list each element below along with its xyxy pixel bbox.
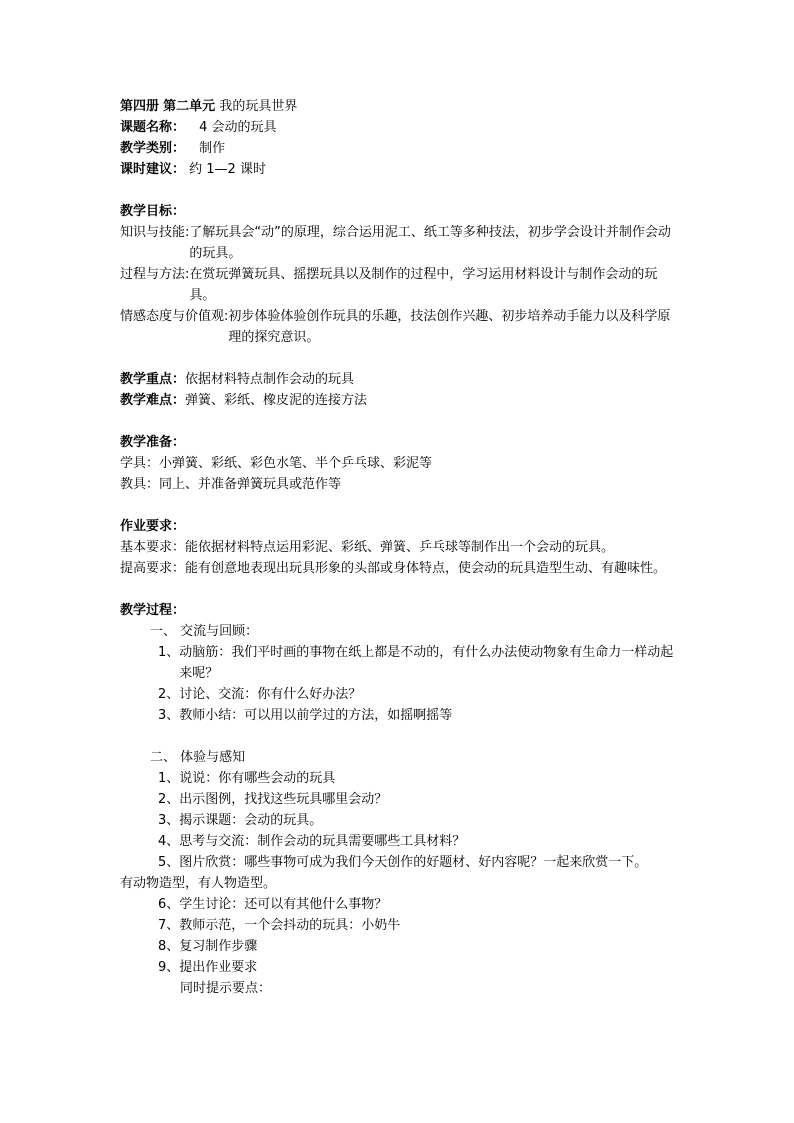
header-title-line [120, 96, 680, 117]
list-item: 9、提出作业要求 [158, 960, 258, 975]
homework-advanced-label: 提高要求： [120, 561, 186, 576]
key-point-text: 依据材料特点制作会动的玩具 [185, 372, 355, 387]
goal-label: 知识与技能: [120, 225, 190, 240]
homework-basic [120, 537, 680, 558]
goals-heading: 教学目标： [120, 204, 186, 219]
list-item: 4、思考与交流：制作会动的玩具需要哪些工具材料？ [158, 834, 466, 849]
item-number: 2、 [158, 687, 180, 702]
teacher-tools-text: 同上、并准备弹簧玩具或范作等 [159, 477, 342, 492]
key-point-label: 教学重点： [120, 372, 186, 387]
item-text: 动脑筋：我们平时画的事物在纸上都是不动的，有什么办法使动物象有生命力一样动起来呢？ [179, 645, 674, 681]
lesson-name-line [120, 117, 680, 138]
section2-title: 二、 体验与感知 [150, 750, 246, 765]
goal-label: 过程与方法: [120, 267, 190, 282]
volume-label: 第四册 [120, 99, 160, 114]
item-text: 讨论、交流：你有什么好办法？ [179, 687, 362, 702]
teacher-tools-label: 教具： [120, 477, 160, 492]
key-point-line [120, 369, 680, 390]
goal-item [120, 306, 680, 348]
goal-text: 初步体验体验创作玩具的乐趣，技法创作兴趣、初步培养动手能力以及科学原理的探究意识。 [228, 309, 671, 345]
unit-title: 我的玩具世界 [219, 99, 298, 114]
teacher-tools-line [120, 474, 680, 495]
list-item-continuation: 有动物造型，有人物造型。 [120, 876, 277, 891]
goal-item [120, 222, 680, 264]
homework-advanced [120, 558, 680, 579]
list-item-note: 同时提示要点： [180, 981, 272, 996]
list-item [120, 705, 680, 726]
lesson-hours-line [120, 159, 680, 180]
student-tools-text: 小弹簧、彩纸、彩色水笔、半个乒乓球、彩泥等 [159, 456, 433, 471]
student-tools-label: 学具： [120, 456, 160, 471]
difficult-point-text: 弹簧、彩纸、橡皮泥的连接方法 [185, 393, 368, 408]
list-item: 5、图片欣赏：哪些事物可成为我们今天创作的好题材、好内容呢？一起来欣赏一下。 [158, 855, 648, 870]
list-item: 1、说说：你有哪些会动的玩具 [158, 771, 336, 786]
section1-title: 一、 交流与回顾： [150, 624, 259, 639]
lesson-hours-label: 课时建议： [120, 162, 186, 177]
homework-advanced-text: 能有创意地表现出玩具形象的头部或身体特点，使会动的玩具造型生动、有趣味性。 [185, 561, 667, 576]
process-heading: 教学过程： [120, 603, 186, 618]
item-text: 教师小结：可以用以前学过的方法，如摇啊摇等 [179, 708, 453, 723]
goal-label: 情感态度与价值观: [120, 309, 229, 324]
unit-label: 第二单元 [163, 99, 216, 114]
homework-heading: 作业要求： [120, 519, 186, 534]
lesson-type-value: 制作 [199, 141, 226, 156]
list-item: 2、出示图例，找找这些玩具哪里会动？ [158, 792, 388, 807]
lesson-hours-value: 约 1—2 课时 [189, 162, 266, 177]
prep-heading: 教学准备： [120, 435, 186, 450]
student-tools-line [120, 453, 680, 474]
item-number: 3、 [158, 708, 180, 723]
lesson-type-label: 教学类别： [120, 141, 186, 156]
lesson-plan [120, 96, 680, 999]
list-item [120, 642, 680, 684]
list-item: 3、揭示课题：会动的玩具。 [158, 813, 323, 828]
goal-text: 在赏玩弹簧玩具、摇摆玩具以及制作的过程中，学习运用材料设计与制作会动的玩具。 [189, 267, 658, 303]
goal-item [120, 264, 680, 306]
homework-basic-text: 能依据材料特点运用彩泥、彩纸、弹簧、乒乓球等制作出一个会动的玩具。 [185, 540, 615, 555]
list-item: 8、复习制作步骤 [158, 939, 258, 954]
item-number: 1、 [158, 645, 180, 660]
list-item [120, 684, 680, 705]
lesson-name-value: 4 会动的玩具 [199, 120, 277, 135]
difficult-point-label: 教学难点： [120, 393, 186, 408]
goal-text: 了解玩具会“动”的原理，综合运用泥工、纸工等多种技法，初步学会设计并制作会动的玩具。 [189, 225, 671, 261]
difficult-point-line [120, 390, 680, 411]
homework-basic-label: 基本要求： [120, 540, 186, 555]
lesson-name-label: 课题名称： [120, 120, 186, 135]
list-item: 7、教师示范，一个会抖动的玩具：小奶牛 [158, 918, 401, 933]
list-item: 6、学生讨论：还可以有其他什么事物？ [158, 897, 388, 912]
lesson-type-line [120, 138, 680, 159]
